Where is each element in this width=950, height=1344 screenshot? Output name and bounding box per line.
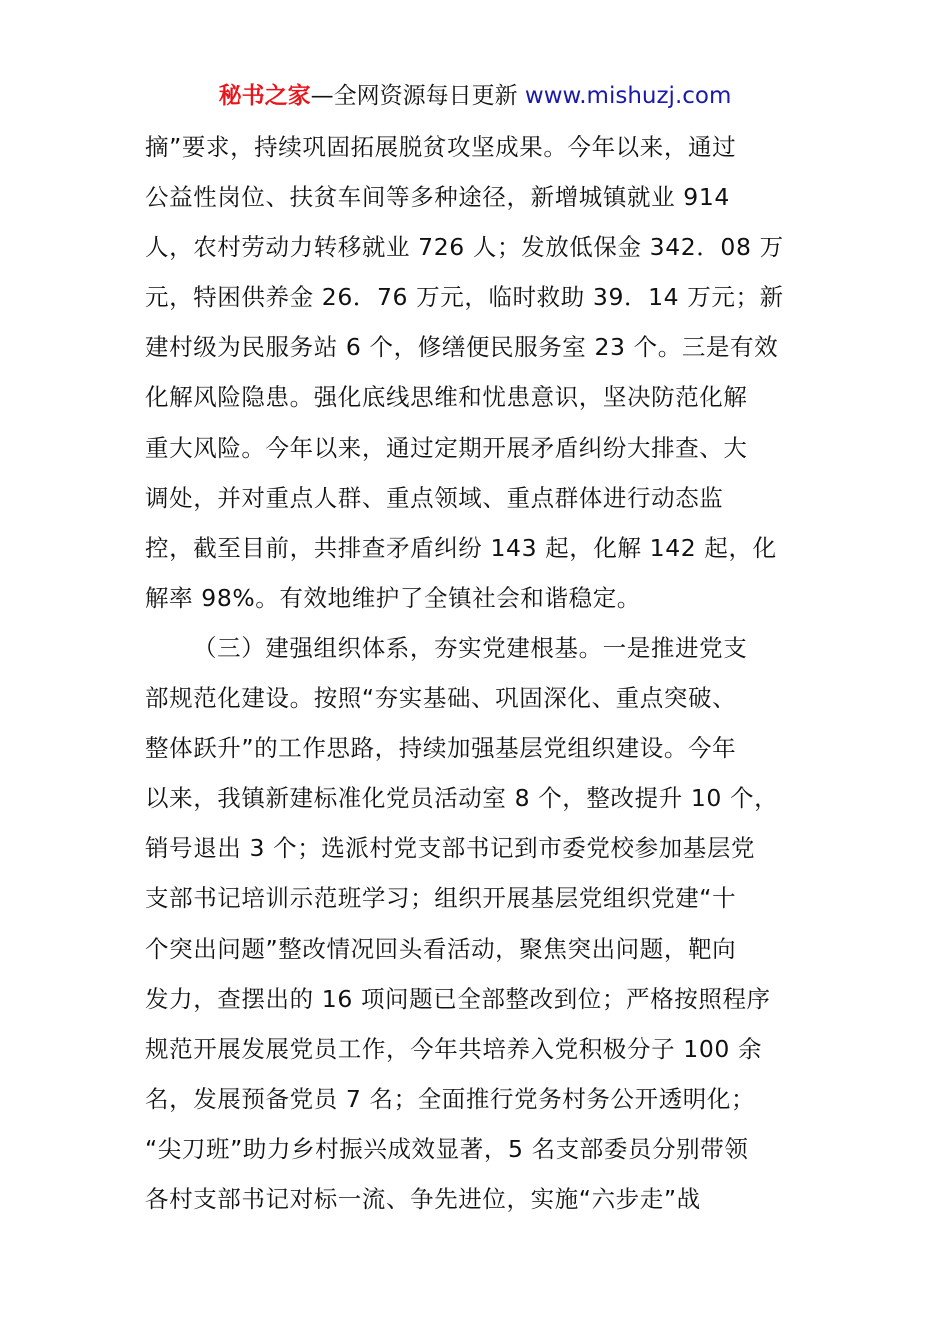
text-line: 公益性岗位、扶贫车间等多种途径，新增城镇就业 914: [145, 183, 730, 212]
text-line: 建村级为民服务站 6 个，修缮便民服务室 23 个。三是有效: [145, 333, 779, 362]
text-line: 摘”要求，持续巩固拓展脱贫攻坚成果。今年以来，通过: [145, 133, 737, 161]
text-line: 调处，并对重点人群、重点领域、重点群体进行动态监: [145, 483, 724, 512]
document-body: [145, 122, 815, 1224]
text-line: 支部书记培训示范班学习；组织开展基层党组织党建“十: [145, 884, 737, 913]
text-line: 人，农村劳动力转移就业 726 人；发放低保金 342．08 万: [145, 233, 784, 262]
text-line: 控，截至目前，共排查矛盾纠纷 143 起，化解 142 起，化: [145, 533, 777, 562]
text-line: 整体跃升”的工作思路，持续加强基层党组织建设。今年: [145, 734, 737, 763]
text-line: 个突出问题”整改情况回头看活动，聚焦突出问题，靶向: [145, 934, 737, 963]
brand-name: 秘书之家: [218, 83, 311, 109]
text-line: 发力，查摆出的 16 项问题已全部整改到位；严格按照程序: [145, 984, 771, 1013]
text-line: 化解风险隐患。强化底线思维和忧患意识，坚决防范化解: [145, 383, 748, 412]
text-line: “尖刀班”助力乡村振兴成效显著，5 名支部委员分别带领: [145, 1134, 749, 1163]
header-tagline: —全网资源每日更新: [310, 83, 525, 109]
text-line: 部规范化建设。按照“夯实基础、巩固深化、重点突破、: [145, 684, 737, 713]
text-line: 销号退出 3 个；选派村党支部书记到市委党校参加基层党: [145, 834, 756, 863]
text-line: 元，特困供养金 26．76 万元，临时救助 39．14 万元；新: [145, 283, 784, 312]
text-line: 规范开展发展党员工作，今年共培养入党积极分子 100 余: [145, 1034, 763, 1063]
site-url-link[interactable]: www.mishuzj.com: [524, 83, 732, 109]
site-header: [0, 80, 950, 112]
text-line: 名，发展预备党员 7 名；全面推行党务村务公开透明化；: [145, 1084, 756, 1113]
section-heading-line: （三）建强组织体系，夯实党建根基。一是推进党支: [193, 633, 748, 662]
text-line: 解率 98%。有效地维护了全镇社会和谐稳定。: [145, 583, 641, 612]
text-line: 各村支部书记对标一流、争先进位，实施“六步走”战: [145, 1184, 701, 1213]
text-line: 以来，我镇新建标准化党员活动室 8 个，整改提升 10 个，: [145, 784, 779, 813]
text-line: 重大风险。今年以来，通过定期开展矛盾纠纷大排查、大: [145, 433, 748, 462]
